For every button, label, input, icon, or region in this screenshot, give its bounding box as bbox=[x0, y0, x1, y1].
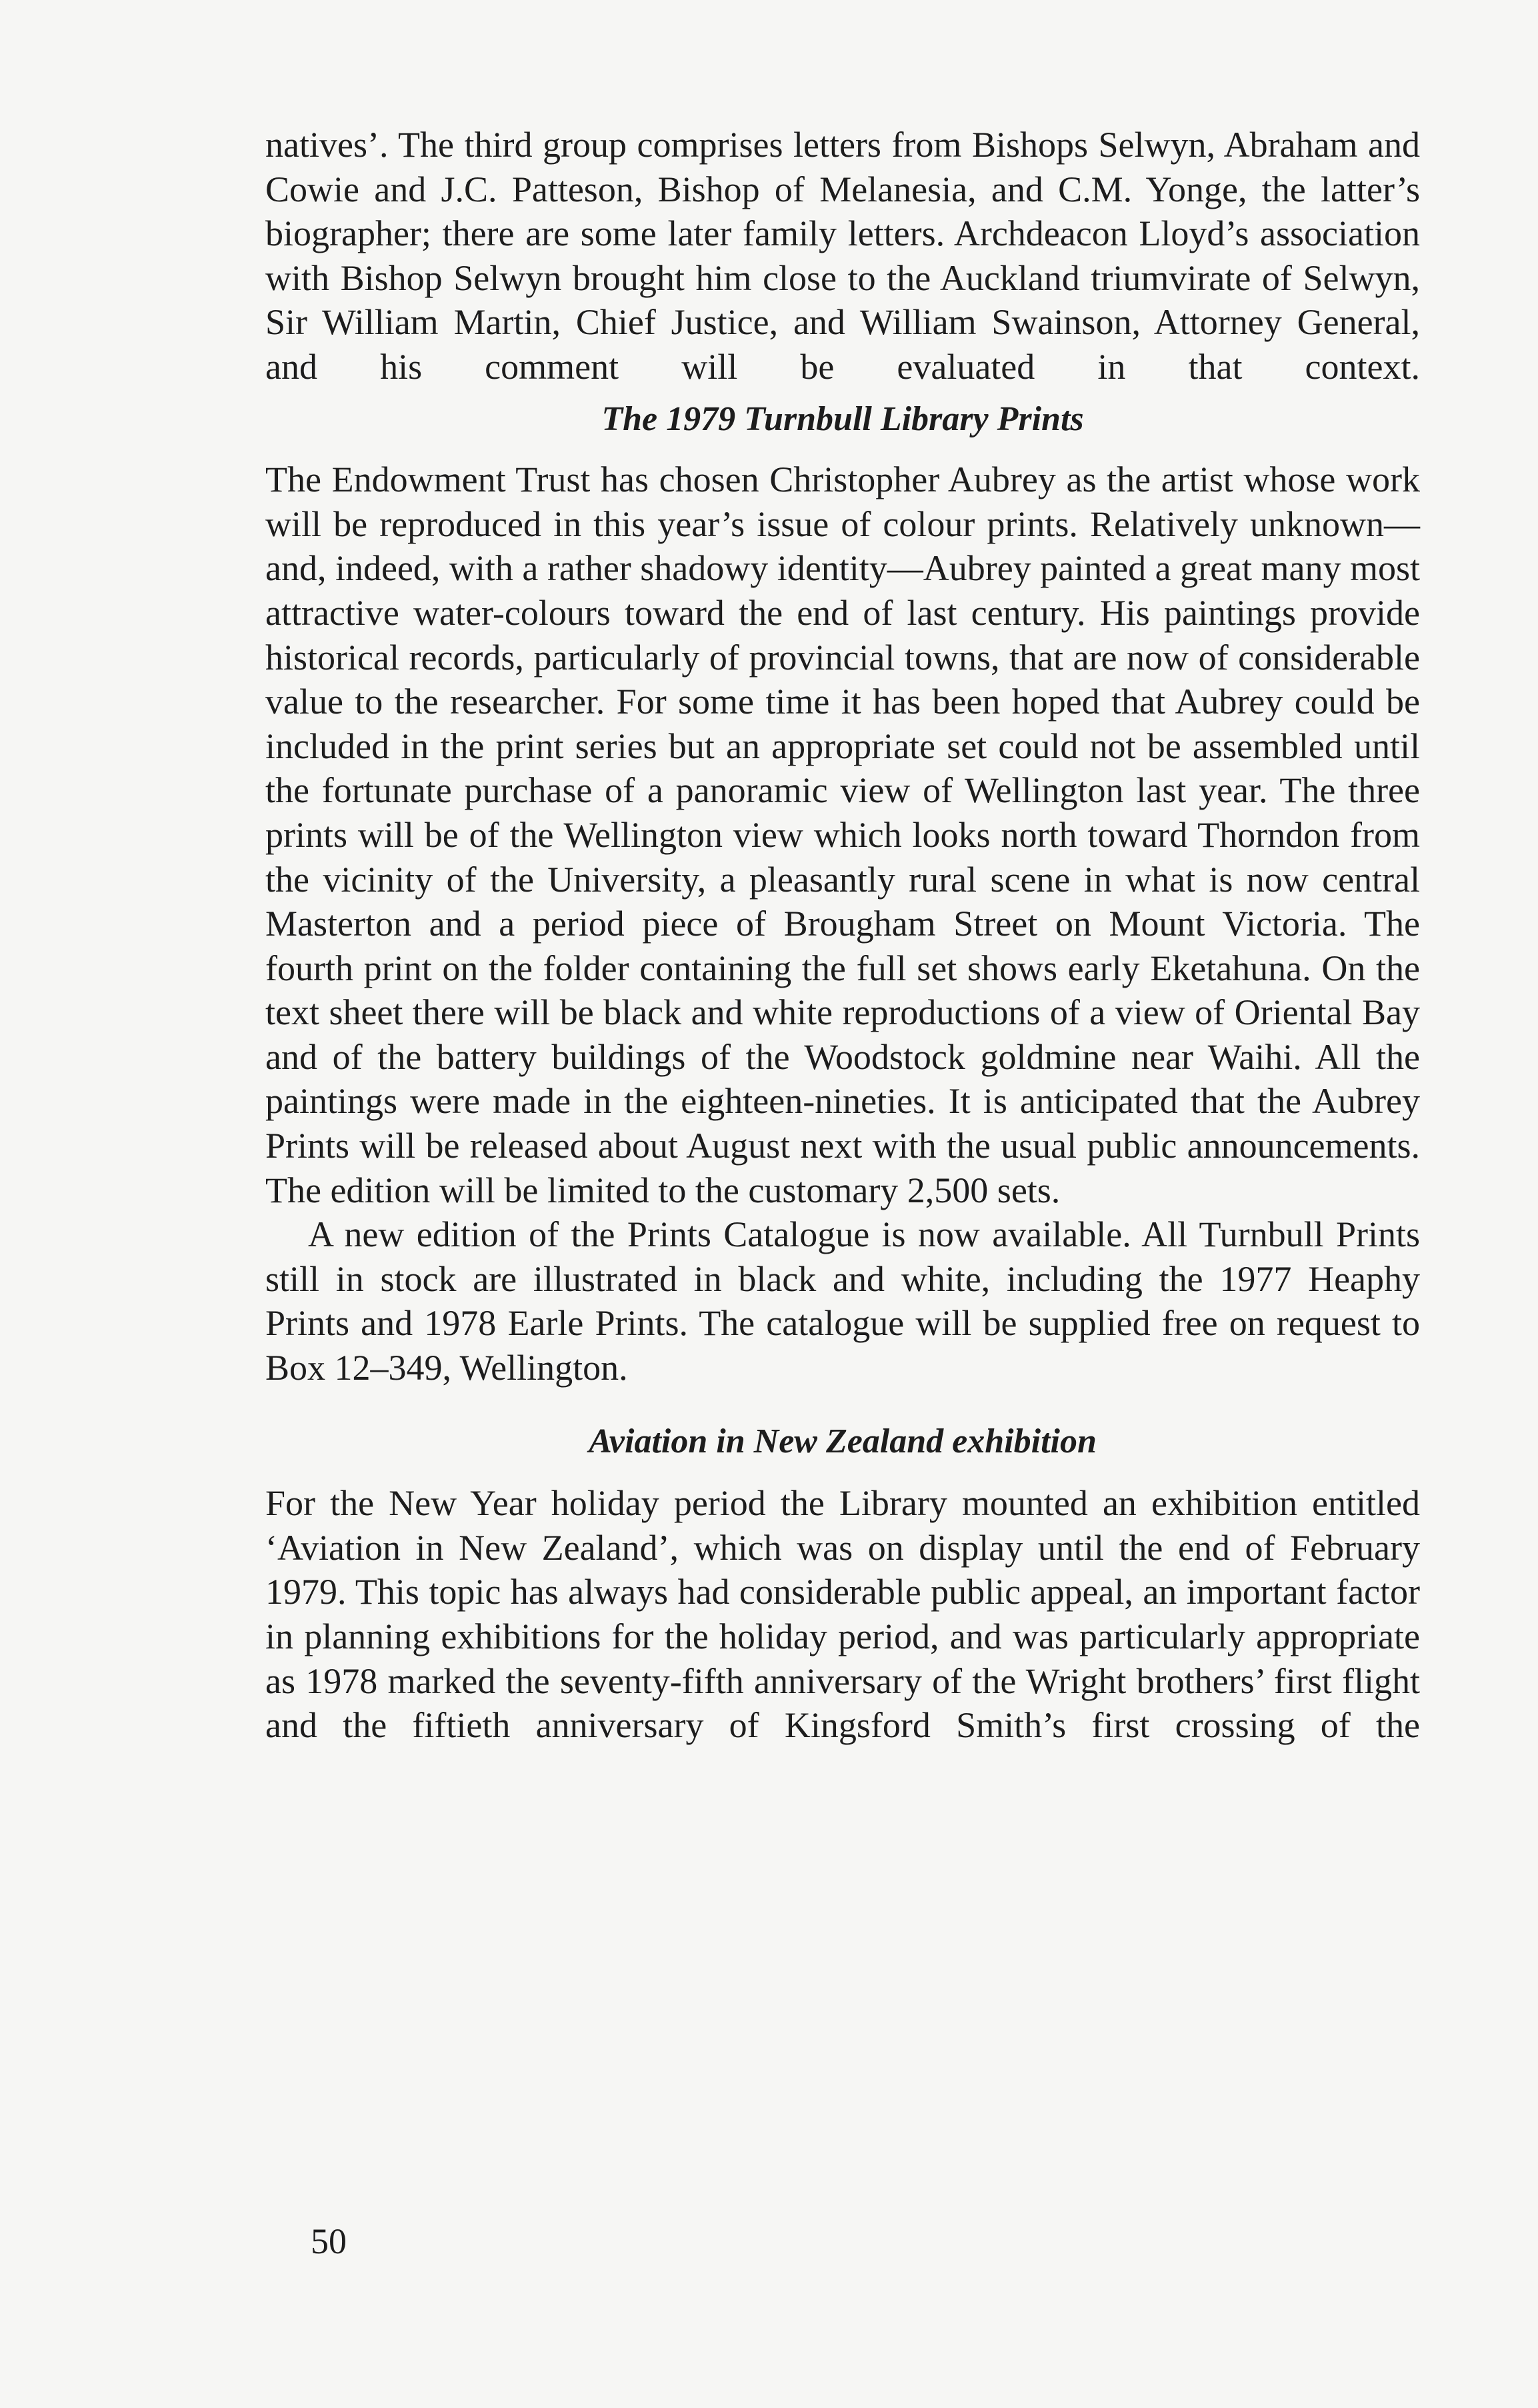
section-heading-prints: The 1979 Turnbull Library Prints bbox=[601, 399, 1084, 438]
prints-catalogue-paragraph: A new edition of the Prints Catalogue is now available. All Turnbull Prints still in stock are illustrated in black and white, including the 1977 Heaphy Prints and 1978 Earle Prints. The catalogue will be supplied free on request to Box 12–349, Wellington. bbox=[265, 1214, 1420, 1388]
page-number: 50 bbox=[311, 2221, 347, 2261]
page-body bbox=[265, 123, 1420, 1748]
intro-paragraph: natives’. The third group comprises letters from Bishops Selwyn, Abraham and Cowie and J.C. Patteson, Bishop of Melanesia, and C.M. Yonge, the latter’s biographer; there are some later family letters. Archdeacon Lloyd’s association with Bishop Selwyn brought him close to the Auckland triumvirate of Selwyn, Sir William Martin, Chief Justice, and William Swainson, Attorney General, and his comment will be evaluated in that context. bbox=[265, 125, 1420, 387]
aviation-paragraph: For the New Year holiday period the Library mounted an exhibition entitled ‘Aviation in New Zealand’, which was on display until the end of February 1979. This topic has always had considerable public appeal, an important factor in planning exhibitions for the holiday period, and was particularly appropriate as 1978 marked the seventy-fifth anniversary of the Wright brothers’ first flight and the fiftieth anniversary of Kingsford Smith’s first crossing of the bbox=[265, 1483, 1420, 1746]
prints-paragraph: The Endowment Trust has chosen Christopher Aubrey as the artist whose work will be reproduced in this year’s issue of colour prints. Relatively unknown—and, indeed, with a rather shadowy identity—Aubrey painted a great many most attractive water-colours toward the end of last century. His paintings provide historical records, particularly of provincial towns, that are now of considerable value to the researcher. For some time it has been hoped that Aubrey could be included in the print series but an appropriate set could not be assembled until the fortunate purchase of a panoramic view of Wellington last year. The three prints will be of the Wellington view which looks north toward Thorndon from the vicinity of the University, a pleasantly rural scene in what is now central Masterton and a period piece of Brougham Street on Mount Victoria. The fourth print on the folder containing the full set shows early Eketahuna. On the text sheet there will be black and white reproductions of a view of Oriental Bay and of the battery buildings of the Woodstock goldmine near Waihi. All the paintings were made in the eighteen-nineties. It is anticipated that the Aubrey Prints will be released about August next with the usual public announcements. The edition will be limited to the customary 2,500 sets. bbox=[265, 459, 1421, 1210]
section-heading-aviation: Aviation in New Zealand exhibition bbox=[589, 1422, 1097, 1460]
